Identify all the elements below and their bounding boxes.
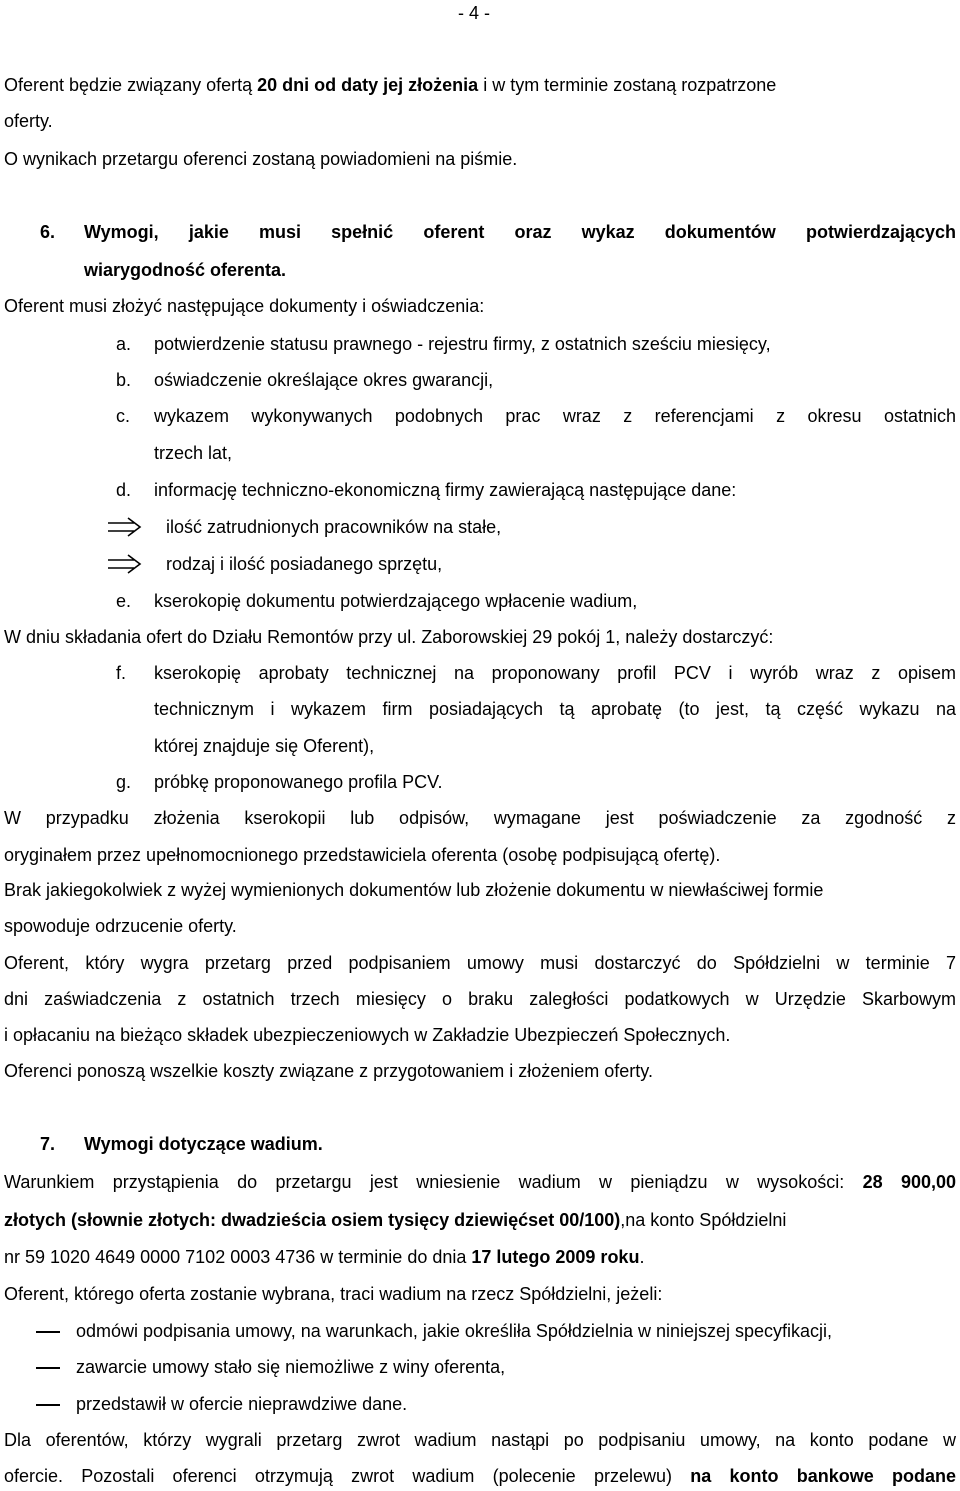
dash-bullet-icon xyxy=(36,1367,60,1369)
section-6-lead: Oferent musi złożyć następujące dokumenty i oświadczenia: xyxy=(4,296,485,316)
double-arrow-icon xyxy=(106,553,144,575)
paragraph-copies-cont: oryginałem przez upełnomocnionego przedstawiciela oferenta (osobę podpisującą ofertę). xyxy=(4,845,721,865)
intro-line-2: oferty. xyxy=(4,111,53,131)
item-c-text-cont: trzech lat, xyxy=(154,443,233,463)
deposit-loss-lead: Oferent, którego oferta zostanie wybrana, traci wadium na rzecz Spółdzielni, jeżeli: xyxy=(4,1284,663,1304)
deposit-return-bold: na konto bankowe podane xyxy=(690,1466,956,1486)
dash-bullet-icon xyxy=(36,1331,60,1333)
delivery-note: W dniu składania ofert do Działu Remontów przy ul. Zaborowskiej 29 pokój 1, należy dostarczyć: xyxy=(4,627,774,647)
item-f-text-cont: technicznym i wykazem firm posiadających tą aprobatę (to jest, tą część wykazu na xyxy=(154,699,956,719)
deposit-line-3 xyxy=(4,1246,644,1268)
item-f-text: kserokopię aprobaty technicznej na proponowany profil PCV i wyrób wraz z opisem xyxy=(154,663,956,683)
section-6-title-cont: wiarygodność oferenta. xyxy=(84,260,287,280)
item-c-letter: c. xyxy=(116,406,131,426)
paragraph-missing-docs: Brak jakiegokolwiek z wyżej wymienionych dokumentów lub złożenie dokumentu w niewłaściwej formie xyxy=(4,880,824,900)
item-c-text: wykazem wykonywanych podobnych prac wraz z referencjami z okresu ostatnich xyxy=(154,406,956,426)
deposit-amount: 28 900,00 xyxy=(862,1172,956,1192)
item-b-text: oświadczenie określające okres gwarancji, xyxy=(154,370,494,390)
intro-text: i w tym terminie zostaną rozpatrzone xyxy=(478,75,777,95)
paragraph-costs: Oferenci ponoszą wszelkie koszty związane z przygotowaniem i złożeniem oferty. xyxy=(4,1061,653,1081)
section-7-title: Wymogi dotyczące wadium. xyxy=(84,1134,323,1154)
double-arrow-icon xyxy=(106,516,144,538)
section-6-title: Wymogi, jakie musi spełnić oferent oraz wykaz dokumentów potwierdzających xyxy=(84,222,956,242)
item-e-letter: e. xyxy=(116,591,132,611)
deposit-account: nr 59 1020 4649 0000 7102 0003 4736 w terminie do dnia xyxy=(4,1247,472,1267)
item-f-letter: f. xyxy=(116,663,127,683)
deposit-amount-words: złotych (słownie złotych: dwadzieścia osiem tysięcy dziewięćset 00/100) xyxy=(4,1210,621,1230)
item-e-text: kserokopię dokumentu potwierdzającego wpłacenie wadium, xyxy=(154,591,638,611)
deposit-text: ,na konto Spółdzielni xyxy=(620,1210,787,1230)
item-d-sub-1: ilość zatrudnionych pracowników na stałe, xyxy=(166,517,502,537)
deposit-return: Dla oferentów, którzy wygrali przetarg zwrot wadium nastąpi po podpisaniu umowy, na konto podane w xyxy=(4,1430,956,1450)
item-d-sub-2: rodzaj i ilość posiadanego sprzętu, xyxy=(166,554,443,574)
item-a-text: potwierdzenie statusu prawnego - rejestru firmy, z ostatnich sześciu miesięcy, xyxy=(154,334,771,354)
item-d-letter: d. xyxy=(116,480,132,500)
item-a-letter: a. xyxy=(116,334,132,354)
deposit-text: . xyxy=(639,1247,645,1267)
deposit-loss-item-1: odmówi podpisania umowy, na warunkach, jakie określiła Spółdzielnia w niniejszej specyfikacji, xyxy=(76,1321,833,1341)
item-b-letter: b. xyxy=(116,370,132,390)
item-d-text: informację techniczno-ekonomiczną firmy zawierającą następujące dane: xyxy=(154,480,737,500)
item-f-text-cont: której znajduje się Oferent), xyxy=(154,736,375,756)
paragraph-winner-cont: dni zaświadczenia z ostatnich trzech miesięcy o braku zaległości podatkowych w Urzędzie Skarbowym xyxy=(4,989,956,1009)
item-g-letter: g. xyxy=(116,772,132,792)
deposit-text: Warunkiem przystąpienia do przetargu jest wniesienie wadium w pieniądzu w wysokości: xyxy=(4,1172,863,1192)
deposit-loss-item-2: zawarcie umowy stało się niemożliwe z winy oferenta, xyxy=(76,1357,506,1377)
deposit-return-text: ofercie. Pozostali oferenci otrzymują zwrot wadium (polecenie przelewu) xyxy=(4,1466,691,1486)
intro-bold-deadline: 20 dni od daty jej złożenia xyxy=(257,75,479,95)
page-number: - 4 - xyxy=(458,3,491,23)
deposit-deadline: 17 lutego 2009 roku xyxy=(471,1247,640,1267)
paragraph-winner-cont: i opłacaniu na bieżąco składek ubezpieczeniowych w Zakładzie Ubezpieczeń Społecznych. xyxy=(4,1025,731,1045)
paragraph-copies: W przypadku złożenia kserokopii lub odpisów, wymagane jest poświadczenie za zgodność z xyxy=(4,808,956,828)
paragraph-winner: Oferent, który wygra przetarg przed podpisaniem umowy musi dostarczyć do Spółdzielni w terminie 7 xyxy=(4,953,956,973)
deposit-return-cont xyxy=(4,1465,956,1487)
dash-bullet-icon xyxy=(36,1404,60,1406)
intro-text: Oferent będzie związany ofertą xyxy=(4,75,258,95)
item-g-text: próbkę proponowanego profila PCV. xyxy=(154,772,443,792)
deposit-loss-item-3: przedstawił w ofercie nieprawdziwe dane. xyxy=(76,1394,408,1414)
deposit-line-2 xyxy=(4,1209,786,1231)
paragraph-missing-docs-cont: spowoduje odrzucenie oferty. xyxy=(4,916,237,936)
section-6-number: 6. xyxy=(40,222,56,242)
intro-line-1 xyxy=(4,74,776,96)
intro-line-3: O wynikach przetargu oferenci zostaną powiadomieni na piśmie. xyxy=(4,149,518,169)
deposit-line-1 xyxy=(4,1171,956,1193)
section-7-number: 7. xyxy=(40,1134,56,1154)
